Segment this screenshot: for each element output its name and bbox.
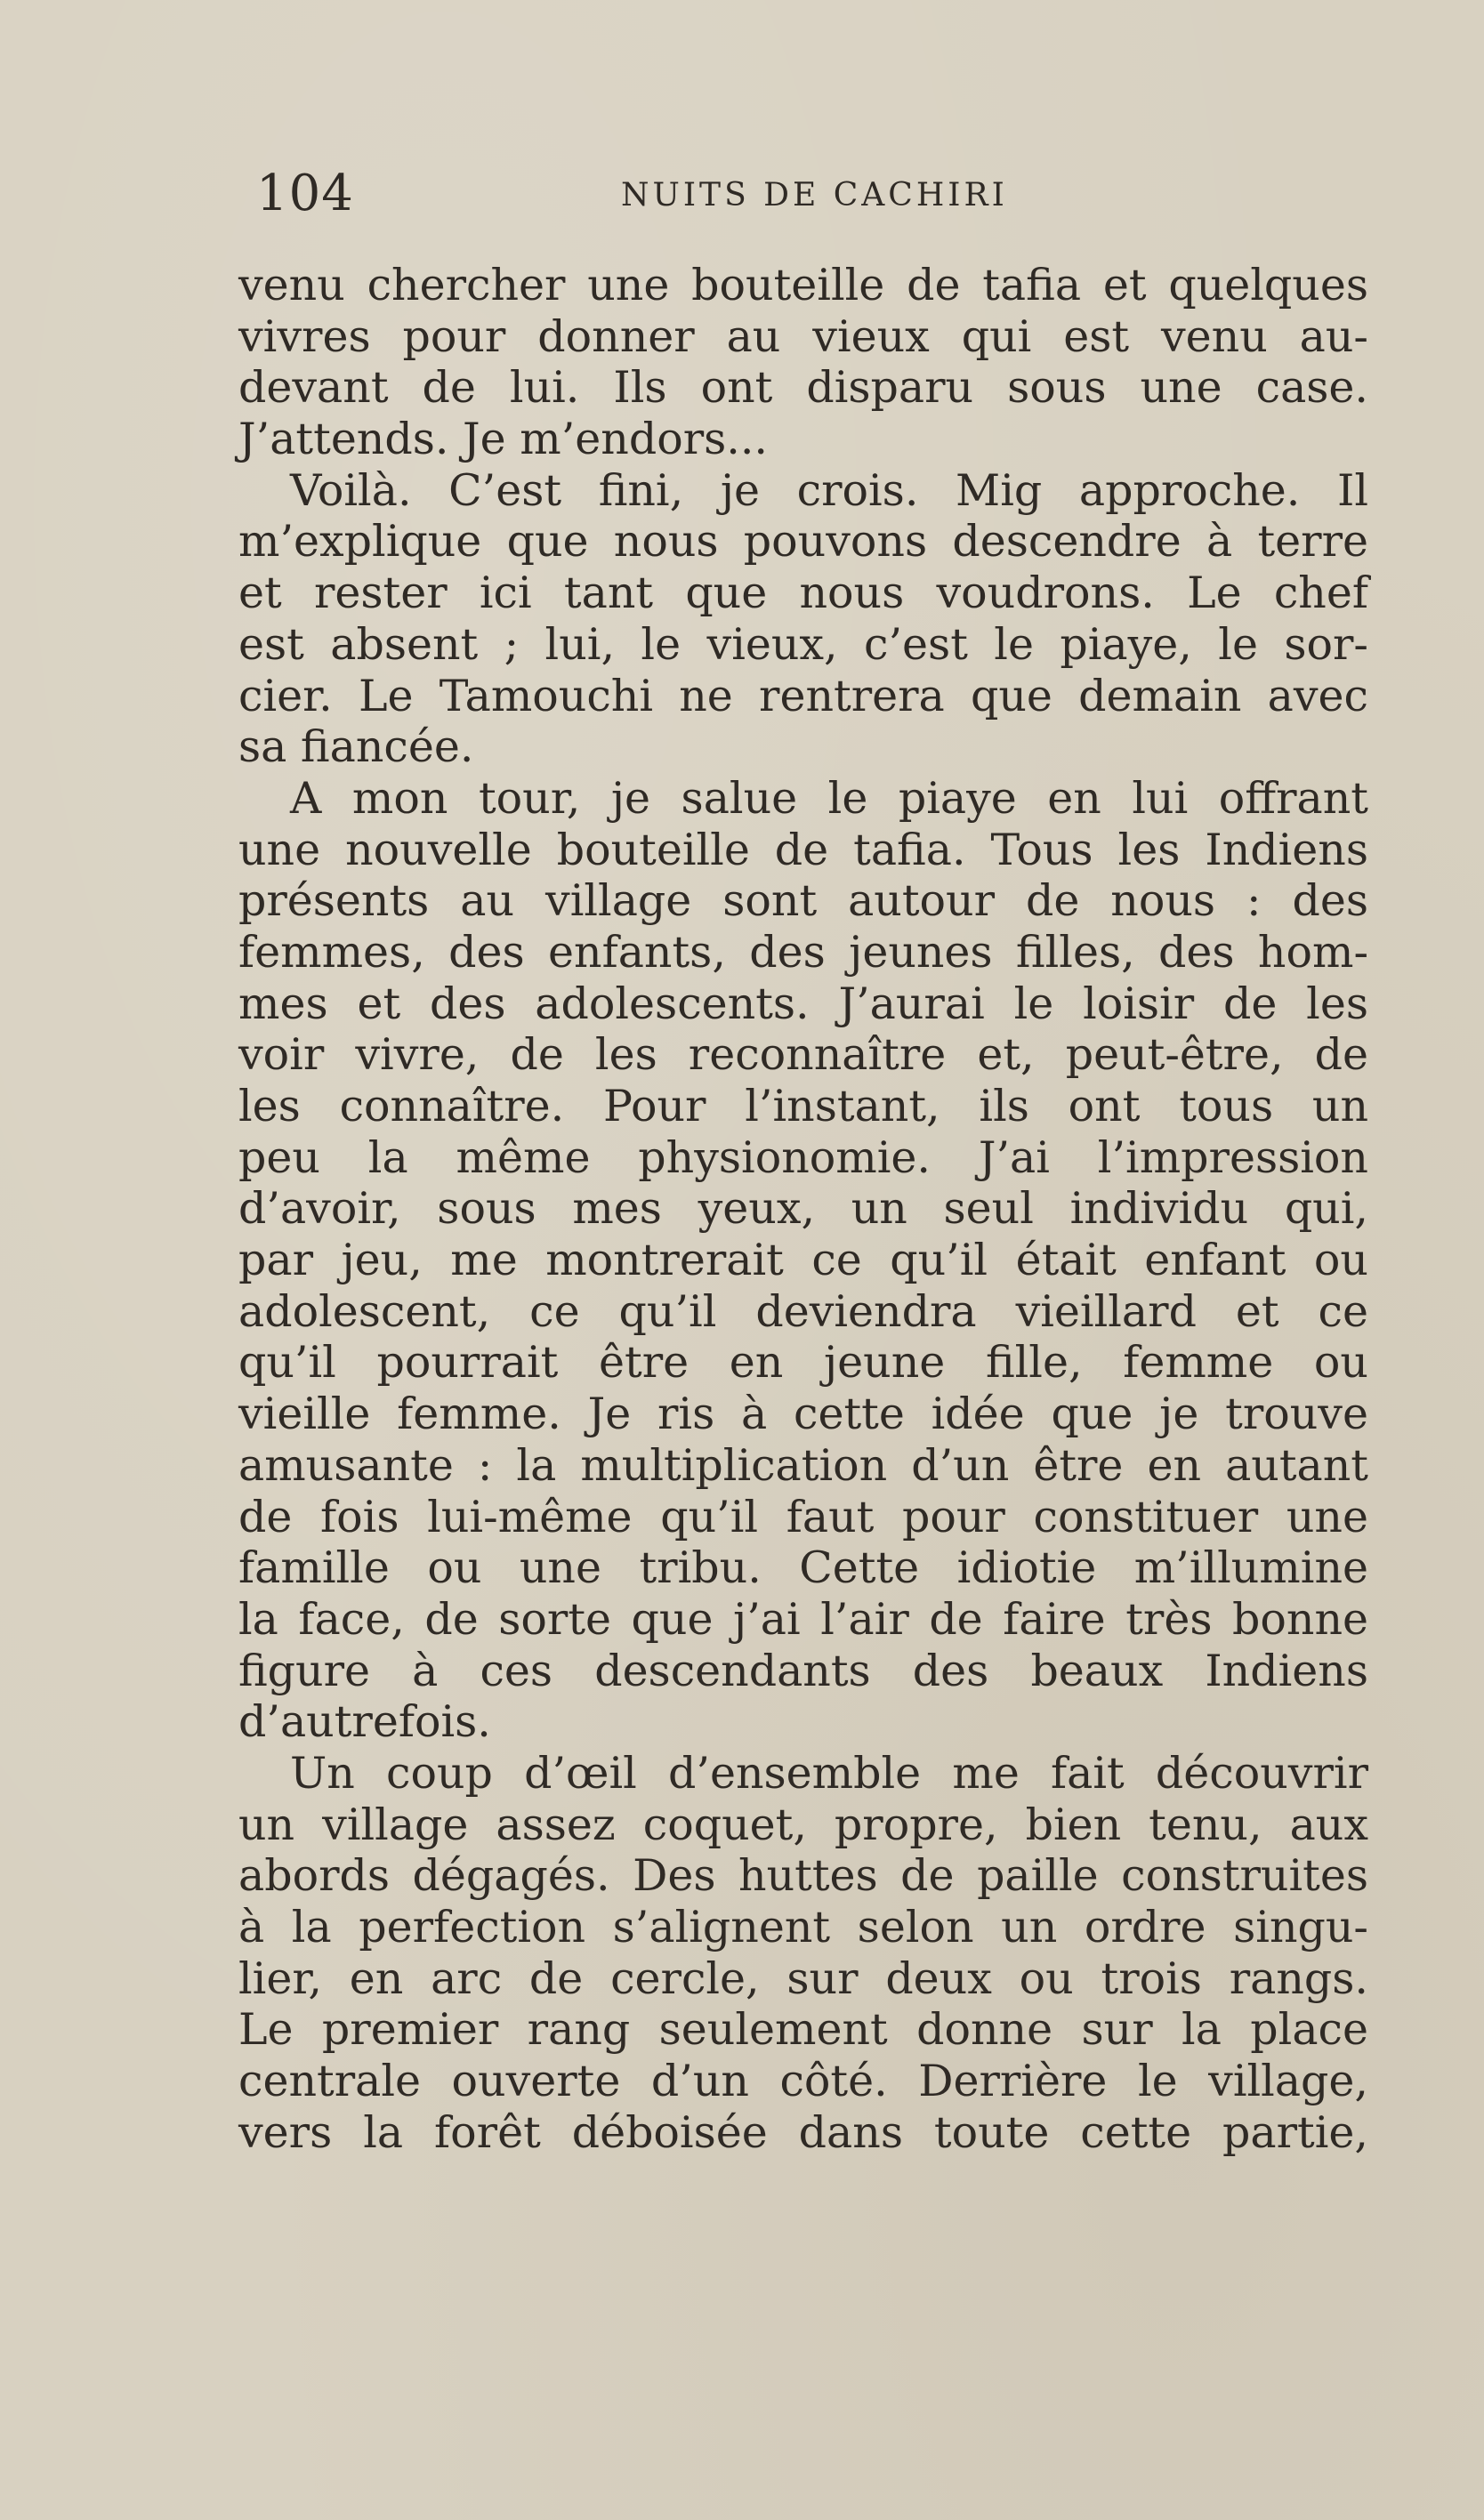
text-line: les connaître. Pour l’instant, ils ont tous un <box>238 1081 1368 1131</box>
text-line: Le premier rang seulement donne sur la place <box>238 2004 1368 2056</box>
text-line: centrale ouverte d’un côté. Derrière le village, <box>238 2056 1368 2107</box>
text-line: Voilà. C’est fini, je crois. Mig approche. Il <box>290 464 1368 516</box>
text-line: m’explique que nous pouvons descendre à terre <box>238 516 1368 568</box>
text-line: devant de lui. Ils ont disparu sous une case. <box>238 362 1368 414</box>
text-line: sa fiancée. <box>238 721 474 773</box>
text-line: vers la forêt déboisée dans toute cette partie, <box>238 2106 1368 2158</box>
text-line: et rester ici tant que nous voudrons. Le chef <box>238 568 1368 619</box>
text-line: lier, en arc de cercle, sur deux ou trois rangs. <box>238 1952 1368 2004</box>
text-line: A mon tour, je salue le piaye en lui offrant <box>290 772 1368 824</box>
text-line: femmes, des enfants, des jeunes filles, des hom- <box>238 926 1368 978</box>
body-text <box>238 260 1368 2158</box>
text-line: vivres pour donner au vieux qui est venu au- <box>238 310 1368 362</box>
text-line: amusante : la multiplication d’un être en autant <box>238 1439 1368 1491</box>
text-line: figure à ces descendants des beaux Indiens <box>238 1645 1368 1696</box>
running-title: NUITS DE CACHIRI <box>621 177 1008 213</box>
text-line: J’attends. Je m’endors... <box>238 414 769 465</box>
text-line: d’avoir, sous mes yeux, un seul individu qui, <box>238 1183 1368 1235</box>
text-line: voir vivre, de les reconnaître et, peut-être, de <box>238 1029 1368 1081</box>
text-line: abords dégagés. Des huttes de paille construites <box>238 1850 1368 1902</box>
text-line: la face, de sorte que j’ai l’air de faire très bonne <box>238 1593 1368 1645</box>
text-line: d’autrefois. <box>238 1696 491 1748</box>
text-line: peu la même physionomie. J’ai l’impression <box>238 1131 1368 1183</box>
page-header <box>256 158 1368 229</box>
text-line: à la perfection s’alignent selon un ordre singu- <box>238 1902 1368 1952</box>
text-line: est absent ; lui, le vieux, c’est le piaye, le sor- <box>238 618 1368 670</box>
text-line: famille ou une tribu. Cette idiotie m’illumine <box>238 1542 1368 1594</box>
text-line: présents au village sont autour de nous : des <box>238 875 1368 927</box>
text-line: venu chercher une bouteille de tafia et quelques <box>238 260 1368 310</box>
text-line: qu’il pourrait être en jeune fille, femme ou <box>238 1337 1368 1389</box>
text-line: Un coup d’œil d’ensemble me fait découvrir <box>290 1747 1368 1799</box>
text-line: par jeu, me montrerait ce qu’il était enfant ou <box>238 1235 1368 1286</box>
text-line: cier. Le Tamouchi ne rentrera que demain avec <box>238 670 1368 721</box>
text-line: adolescent, ce qu’il deviendra vieillard et ce <box>238 1285 1368 1337</box>
text-line: un village assez coquet, propre, bien tenu, aux <box>238 1799 1368 1850</box>
text-line: mes et des adolescents. J’aurai le loisir de les <box>238 978 1368 1029</box>
page-number: 104 <box>256 165 354 222</box>
text-line: une nouvelle bouteille de tafia. Tous les Indiens <box>238 824 1368 875</box>
text-line: vieille femme. Je ris à cette idée que je trouve <box>238 1389 1368 1440</box>
text-line: de fois lui-même qu’il faut pour constituer une <box>238 1491 1368 1542</box>
